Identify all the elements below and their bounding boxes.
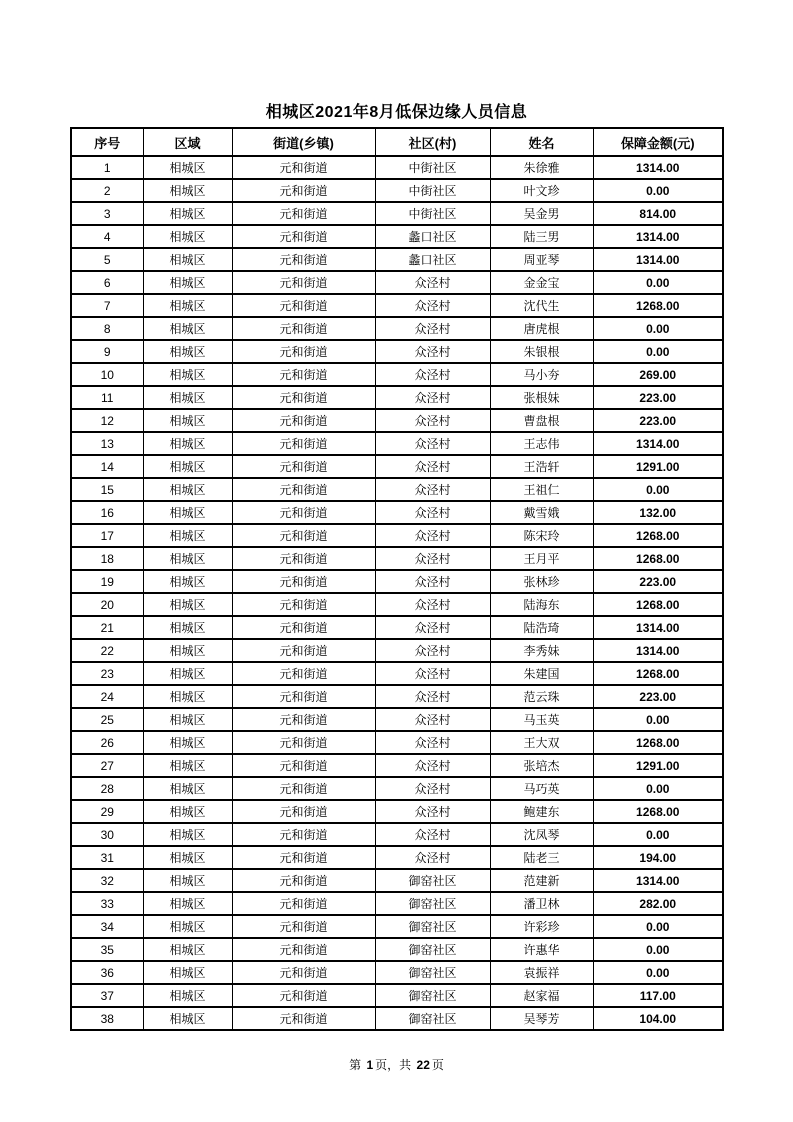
table-row [71,202,723,225]
cell-index: 38 [71,1007,143,1030]
cell-amount: 1291.00 [593,455,723,478]
cell-name: 陆老三 [490,846,593,869]
table-row [71,708,723,731]
cell-name: 周亚琴 [490,248,593,271]
page-footer [0,1056,793,1073]
cell-amount: 1314.00 [593,225,723,248]
cell-street: 元和街道 [232,156,375,179]
cell-community: 众泾村 [375,731,490,754]
cell-index: 30 [71,823,143,846]
table-header-row [71,128,723,156]
cell-region: 相城区 [143,409,232,432]
cell-region: 相城区 [143,685,232,708]
cell-street: 元和街道 [232,869,375,892]
cell-street: 元和街道 [232,432,375,455]
cell-street: 元和街道 [232,455,375,478]
cell-community: 蠡口社区 [375,248,490,271]
table-row [71,823,723,846]
cell-community: 众泾村 [375,478,490,501]
cell-index: 35 [71,938,143,961]
table-row [71,639,723,662]
cell-index: 17 [71,524,143,547]
cell-region: 相城区 [143,777,232,800]
cell-index: 18 [71,547,143,570]
cell-name: 朱建国 [490,662,593,685]
cell-amount: 1268.00 [593,662,723,685]
footer-middle: 页，共 [375,1058,412,1072]
cell-index: 27 [71,754,143,777]
cell-index: 10 [71,363,143,386]
cell-amount: 223.00 [593,685,723,708]
cell-name: 戴雪娥 [490,501,593,524]
cell-region: 相城区 [143,156,232,179]
cell-street: 元和街道 [232,823,375,846]
table-row [71,363,723,386]
table-row [71,754,723,777]
cell-street: 元和街道 [232,800,375,823]
table-row [71,179,723,202]
cell-street: 元和街道 [232,478,375,501]
cell-community: 御窑社区 [375,984,490,1007]
cell-street: 元和街道 [232,363,375,386]
cell-index: 6 [71,271,143,294]
cell-community: 御窑社区 [375,869,490,892]
cell-street: 元和街道 [232,915,375,938]
page-title: 相城区2021年8月低保边缘人员信息 [265,104,528,121]
cell-community: 众泾村 [375,708,490,731]
cell-community: 御窑社区 [375,961,490,984]
cell-region: 相城区 [143,593,232,616]
cell-amount: 1268.00 [593,593,723,616]
cell-community: 众泾村 [375,340,490,363]
cell-region: 相城区 [143,616,232,639]
cell-amount: 269.00 [593,363,723,386]
table-header [71,128,723,156]
cell-amount: 0.00 [593,938,723,961]
cell-street: 元和街道 [232,984,375,1007]
cell-name: 叶文珍 [490,179,593,202]
cell-name: 李秀妹 [490,639,593,662]
cell-amount: 117.00 [593,984,723,1007]
cell-index: 34 [71,915,143,938]
cell-community: 御窑社区 [375,915,490,938]
cell-name: 许惠华 [490,938,593,961]
table-row [71,340,723,363]
cell-region: 相城区 [143,524,232,547]
cell-community: 众泾村 [375,846,490,869]
cell-region: 相城区 [143,754,232,777]
cell-index: 3 [71,202,143,225]
cell-community: 御窑社区 [375,938,490,961]
cell-index: 7 [71,294,143,317]
cell-name: 陆海东 [490,593,593,616]
cell-street: 元和街道 [232,248,375,271]
cell-name: 陆浩琦 [490,616,593,639]
cell-index: 24 [71,685,143,708]
cell-index: 31 [71,846,143,869]
table-row [71,892,723,915]
cell-index: 12 [71,409,143,432]
cell-community: 众泾村 [375,547,490,570]
table-row [71,869,723,892]
cell-region: 相城区 [143,961,232,984]
cell-amount: 1268.00 [593,547,723,570]
cell-amount: 1314.00 [593,248,723,271]
cell-region: 相城区 [143,984,232,1007]
cell-community: 众泾村 [375,271,490,294]
cell-community: 御窑社区 [375,1007,490,1030]
column-header-name: 姓名 [490,128,593,156]
table-row [71,478,723,501]
cell-index: 19 [71,570,143,593]
cell-name: 朱徐雅 [490,156,593,179]
cell-community: 众泾村 [375,386,490,409]
cell-region: 相城区 [143,363,232,386]
cell-index: 4 [71,225,143,248]
cell-region: 相城区 [143,179,232,202]
cell-street: 元和街道 [232,754,375,777]
cell-amount: 0.00 [593,777,723,800]
cell-name: 许彩珍 [490,915,593,938]
cell-region: 相城区 [143,547,232,570]
cell-name: 范建新 [490,869,593,892]
cell-region: 相城区 [143,938,232,961]
cell-region: 相城区 [143,225,232,248]
cell-region: 相城区 [143,800,232,823]
cell-name: 陈宋玲 [490,524,593,547]
cell-name: 马巧英 [490,777,593,800]
cell-region: 相城区 [143,708,232,731]
benefit-roster-table [70,127,724,1031]
cell-amount: 223.00 [593,386,723,409]
table-row [71,524,723,547]
cell-community: 众泾村 [375,524,490,547]
cell-region: 相城区 [143,478,232,501]
cell-name: 鲍建东 [490,800,593,823]
table-row [71,409,723,432]
cell-region: 相城区 [143,294,232,317]
cell-amount: 0.00 [593,317,723,340]
cell-region: 相城区 [143,846,232,869]
column-header-amount: 保障金额(元) [593,128,723,156]
cell-index: 33 [71,892,143,915]
table-row [71,271,723,294]
column-header-street: 街道(乡镇) [232,128,375,156]
cell-name: 张根妹 [490,386,593,409]
cell-index: 13 [71,432,143,455]
cell-amount: 1314.00 [593,616,723,639]
cell-amount: 0.00 [593,271,723,294]
cell-community: 众泾村 [375,501,490,524]
cell-community: 众泾村 [375,294,490,317]
table-row [71,570,723,593]
cell-community: 众泾村 [375,685,490,708]
table-row [71,800,723,823]
cell-street: 元和街道 [232,570,375,593]
table-row [71,248,723,271]
cell-amount: 1268.00 [593,731,723,754]
table-row [71,777,723,800]
cell-street: 元和街道 [232,616,375,639]
cell-street: 元和街道 [232,1007,375,1030]
cell-name: 马玉英 [490,708,593,731]
cell-community: 众泾村 [375,432,490,455]
cell-amount: 194.00 [593,846,723,869]
cell-street: 元和街道 [232,846,375,869]
cell-index: 20 [71,593,143,616]
table-row [71,455,723,478]
cell-community: 中街社区 [375,202,490,225]
cell-street: 元和街道 [232,501,375,524]
table-row [71,731,723,754]
footer-prefix: 第 [349,1058,362,1072]
cell-street: 元和街道 [232,662,375,685]
cell-region: 相城区 [143,662,232,685]
table-row [71,317,723,340]
cell-street: 元和街道 [232,271,375,294]
cell-name: 朱银根 [490,340,593,363]
cell-name: 吴金男 [490,202,593,225]
cell-region: 相城区 [143,869,232,892]
cell-region: 相城区 [143,386,232,409]
cell-amount: 0.00 [593,179,723,202]
cell-street: 元和街道 [232,892,375,915]
table-row [71,593,723,616]
table-row [71,225,723,248]
cell-index: 36 [71,961,143,984]
cell-name: 沈代生 [490,294,593,317]
cell-index: 8 [71,317,143,340]
cell-region: 相城区 [143,570,232,593]
cell-index: 1 [71,156,143,179]
cell-community: 众泾村 [375,593,490,616]
cell-name: 王大双 [490,731,593,754]
cell-index: 26 [71,731,143,754]
cell-community: 众泾村 [375,639,490,662]
table-row [71,846,723,869]
cell-street: 元和街道 [232,593,375,616]
cell-street: 元和街道 [232,202,375,225]
cell-region: 相城区 [143,501,232,524]
cell-street: 元和街道 [232,777,375,800]
cell-amount: 1314.00 [593,156,723,179]
table-row [71,616,723,639]
cell-amount: 1268.00 [593,800,723,823]
cell-region: 相城区 [143,1007,232,1030]
cell-name: 袁振祥 [490,961,593,984]
cell-amount: 1268.00 [593,294,723,317]
cell-street: 元和街道 [232,547,375,570]
cell-community: 中街社区 [375,179,490,202]
cell-amount: 1291.00 [593,754,723,777]
cell-index: 14 [71,455,143,478]
cell-index: 9 [71,340,143,363]
cell-index: 16 [71,501,143,524]
table-row [71,984,723,1007]
table-row [71,294,723,317]
cell-index: 22 [71,639,143,662]
cell-community: 众泾村 [375,823,490,846]
cell-street: 元和街道 [232,731,375,754]
cell-community: 众泾村 [375,363,490,386]
cell-street: 元和街道 [232,340,375,363]
cell-amount: 0.00 [593,915,723,938]
cell-region: 相城区 [143,892,232,915]
cell-street: 元和街道 [232,961,375,984]
cell-name: 范云珠 [490,685,593,708]
cell-index: 37 [71,984,143,1007]
cell-amount: 1268.00 [593,524,723,547]
cell-amount: 1314.00 [593,869,723,892]
cell-region: 相城区 [143,202,232,225]
cell-region: 相城区 [143,915,232,938]
cell-index: 28 [71,777,143,800]
cell-name: 王浩轩 [490,455,593,478]
cell-community: 蠡口社区 [375,225,490,248]
cell-region: 相城区 [143,432,232,455]
cell-region: 相城区 [143,823,232,846]
table-row [71,685,723,708]
cell-index: 23 [71,662,143,685]
cell-name: 马小夯 [490,363,593,386]
cell-amount: 0.00 [593,961,723,984]
cell-name: 沈凤琴 [490,823,593,846]
cell-index: 25 [71,708,143,731]
cell-amount: 0.00 [593,708,723,731]
cell-region: 相城区 [143,317,232,340]
column-header-index: 序号 [71,128,143,156]
cell-street: 元和街道 [232,317,375,340]
cell-street: 元和街道 [232,294,375,317]
cell-amount: 104.00 [593,1007,723,1030]
cell-community: 众泾村 [375,317,490,340]
table-row [71,662,723,685]
cell-name: 潘卫林 [490,892,593,915]
cell-street: 元和街道 [232,225,375,248]
cell-name: 曹盘根 [490,409,593,432]
cell-index: 29 [71,800,143,823]
cell-index: 21 [71,616,143,639]
cell-community: 众泾村 [375,455,490,478]
cell-name: 王志伟 [490,432,593,455]
cell-street: 元和街道 [232,179,375,202]
table-row [71,1007,723,1030]
cell-name: 赵家福 [490,984,593,1007]
table-row [71,915,723,938]
cell-amount: 814.00 [593,202,723,225]
cell-name: 吴琴芳 [490,1007,593,1030]
cell-region: 相城区 [143,340,232,363]
cell-region: 相城区 [143,248,232,271]
cell-amount: 132.00 [593,501,723,524]
cell-index: 32 [71,869,143,892]
cell-amount: 223.00 [593,409,723,432]
cell-region: 相城区 [143,731,232,754]
cell-index: 2 [71,179,143,202]
cell-name: 金金宝 [490,271,593,294]
cell-index: 11 [71,386,143,409]
cell-street: 元和街道 [232,639,375,662]
cell-name: 陆三男 [490,225,593,248]
cell-amount: 0.00 [593,340,723,363]
cell-amount: 223.00 [593,570,723,593]
table-row [71,386,723,409]
cell-street: 元和街道 [232,386,375,409]
column-header-region: 区域 [143,128,232,156]
footer-page-number: 1 [366,1058,374,1072]
cell-index: 5 [71,248,143,271]
cell-name: 张培杰 [490,754,593,777]
column-header-community: 社区(村) [375,128,490,156]
cell-street: 元和街道 [232,708,375,731]
cell-index: 15 [71,478,143,501]
cell-community: 众泾村 [375,570,490,593]
cell-name: 王祖仁 [490,478,593,501]
cell-community: 众泾村 [375,616,490,639]
table-row [71,547,723,570]
cell-street: 元和街道 [232,409,375,432]
footer-total-pages: 22 [416,1058,430,1072]
table-body [71,156,723,1030]
cell-community: 众泾村 [375,800,490,823]
cell-region: 相城区 [143,639,232,662]
cell-amount: 1314.00 [593,432,723,455]
table-row [71,961,723,984]
cell-street: 元和街道 [232,524,375,547]
table-row [71,432,723,455]
cell-street: 元和街道 [232,685,375,708]
cell-name: 王月平 [490,547,593,570]
cell-name: 张林珍 [490,570,593,593]
table-row [71,938,723,961]
cell-community: 众泾村 [375,777,490,800]
table-row [71,156,723,179]
cell-community: 众泾村 [375,662,490,685]
cell-region: 相城区 [143,455,232,478]
cell-region: 相城区 [143,271,232,294]
cell-amount: 282.00 [593,892,723,915]
cell-community: 众泾村 [375,754,490,777]
cell-name: 唐虎根 [490,317,593,340]
cell-community: 中街社区 [375,156,490,179]
table-row [71,501,723,524]
cell-amount: 0.00 [593,478,723,501]
cell-street: 元和街道 [232,938,375,961]
footer-suffix: 页 [431,1058,444,1072]
cell-amount: 0.00 [593,823,723,846]
cell-community: 众泾村 [375,409,490,432]
cell-amount: 1314.00 [593,639,723,662]
cell-community: 御窑社区 [375,892,490,915]
